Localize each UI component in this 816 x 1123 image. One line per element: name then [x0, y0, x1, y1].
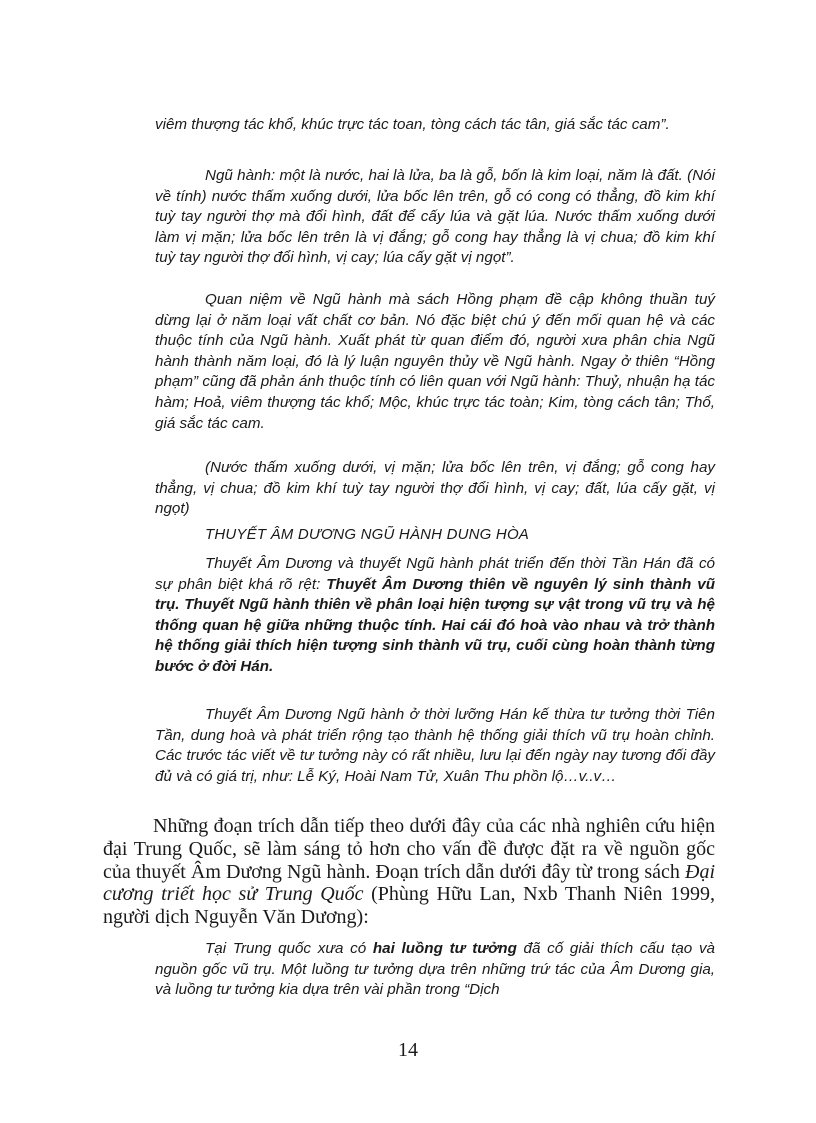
quote-text: Quan niệm về Ngũ hành mà sách Hồng phạm đề cập không thuần tuý dừng lại ở năm loại vất chất cơ bản. Nó đặc biệt chú ý đến mối quan hệ và các thuộc tính của Ngũ hành. Xuất phát từ quan điểm đó, người xưa phân chia Ngũ hành thành năm loại, đó là lý luận nguyên thủy về Ngũ hành. Ngay ở thiên “Hồng phạm” cũng đã phản ánh thuộc tính có liên quan với Ngũ hành: Thuỷ, nhuận hạ tác hàm; Hoả, viêm thượng tác khổ; Mộc, khúc trực tác toàn; Kim, tòng cách tân; Thổ, giá sắc tác cam. — [155, 291, 715, 432]
quote-text: Tại Trung quốc xưa có — [205, 940, 373, 957]
quote-text: viêm thượng tác khổ, khúc trực tác toan, tòng cách tác tân, giá sắc tác cam”. — [155, 116, 670, 133]
quote-emphasis: Thuyết Âm Dương thiên về nguyên lý sinh thành vũ trụ. Thuyết Ngũ hành thiên về phân loại hiện tượng sự vật trong vũ trụ và hệ thống quan hệ giữa những thuộc tính. Hai cái đó hoà vào nhau và trở thành hệ thống giải thích hiện tượng sinh thành vũ trụ, cuối cùng hoàn thành từng bước ở đời Hán. — [155, 575, 715, 675]
quote-paragraph-2 — [155, 166, 715, 269]
quote-paragraph-5 — [155, 554, 715, 678]
quote-paragraph-3 — [155, 290, 715, 434]
quote-paragraph-6 — [155, 705, 715, 787]
quote-emphasis: hai luồng tư tưởng — [372, 940, 517, 957]
body-paragraph — [103, 815, 715, 929]
quote-paragraph-1 — [155, 115, 715, 136]
quote-text: Thuyết Âm Dương và thuyết Ngũ hành phát triển đến thời Tần Hán đã có sự phân biệt khá rõ rệt: — [155, 555, 715, 593]
body-text: Những đoạn trích dẫn tiếp theo dưới đây của các nhà nghiên cứu hiện đại Trung Quốc, sẽ làm sáng tỏ hơn cho vấn đề được đặt ra về nguồn gốc của thuyết Âm Dương Ngũ hành. Đoạn trích dẫn dưới đây từ trong sách — [103, 815, 715, 883]
book-title: Đại cương triết học sử Trung Quốc — [103, 860, 715, 906]
quote-text: (Nước thấm xuống dưới, vị mặn; lửa bốc lên trên, vị đắng; gỗ cong hay thẳng, vị chua; đồ kim khí tuỳ tay người thợ đổi hình, vị cay; đất, lúa cấy gặt, vị ngọt) — [155, 459, 715, 518]
section-heading: THUYẾT ÂM DƯƠNG NGŨ HÀNH DUNG HÒA — [205, 526, 530, 543]
quote-paragraph-4 — [155, 458, 715, 520]
quote-text: Thuyết Âm Dương Ngũ hành ở thời lưỡng Hán kế thừa tư tưởng thời Tiên Tần, dung hoà và phát triển rộng tạo thành hệ thống giải thích vũ trụ hoàn chỉnh. Các trước tác viết về tư tưởng này có rất nhiều, lưu lại đến ngày nay tương đối đầy đủ và có giá trị, như: Lễ Ký, Hoài Nam Tử, Xuân Thu phồn lộ…v..v… — [155, 706, 715, 785]
page-number: 14 — [398, 1039, 418, 1061]
quote-text: Ngũ hành: một là nước, hai là lửa, ba là gỗ, bốn là kim loại, năm là đất. (Nói về tính) nước thấm xuống dưới, lửa bốc lên trên, gỗ có cong có thẳng, đồ kim khí tuỳ tay người thợ mà đổi hình, đất để cấy lúa và gặt lúa. Nước thấm xuống dưới làm vị mặn; lửa bốc lên trên là vị đắng; gỗ cong hay thẳng là vị chua; đồ kim khí tuỳ tay người thợ đổi hình, vị cay; lúa cấy gặt vị ngọt”. — [155, 167, 715, 267]
body-text: (Phùng Hữu Lan, Nxb Thanh Niên 1999, người dịch Nguyễn Văn Dương): — [103, 883, 716, 929]
quote-paragraph-7 — [155, 939, 715, 1001]
quote-text: đã cố giải thích cấu tạo và nguồn gốc vũ trụ. Một luồng tư tưởng dựa trên những trứ tác của Âm Dương gia, và luồng tư tưởng kia dựa trên vài phần trong “Dịch — [155, 940, 715, 999]
